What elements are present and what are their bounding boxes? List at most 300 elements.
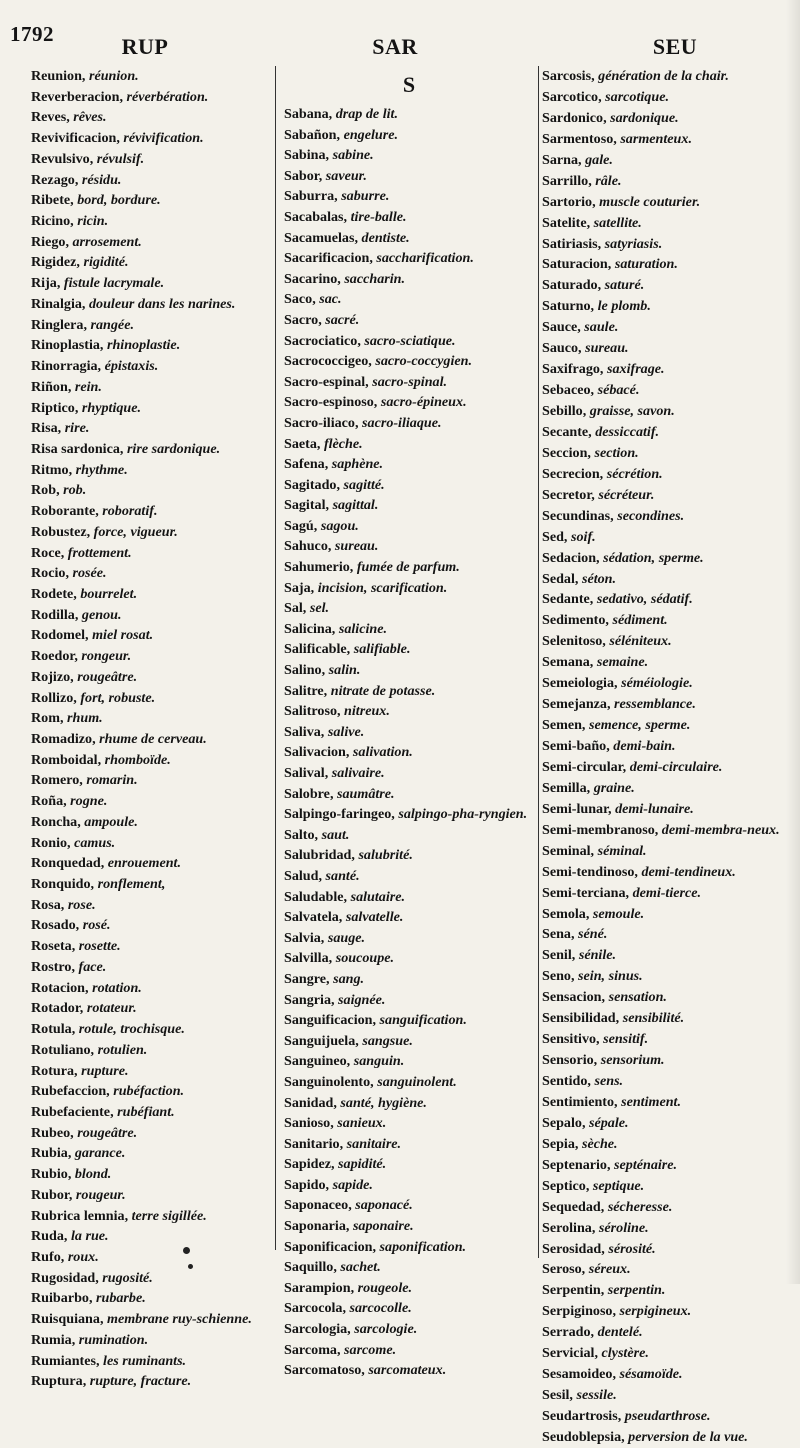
entry-term: Sal, (284, 600, 307, 617)
dictionary-entry (284, 639, 534, 660)
entry-translation: demi-tierce. (632, 884, 702, 901)
dictionary-entry (31, 563, 271, 584)
entry-term: Saludable, (284, 888, 348, 905)
dictionary-entry (284, 1360, 534, 1381)
dictionary-entry (31, 708, 271, 729)
dictionary-entry (542, 694, 792, 715)
entry-term: Sensibilidad, (542, 1010, 620, 1027)
dictionary-entry (542, 108, 792, 129)
entry-term: Salino, (284, 662, 326, 679)
entry-term: Roncha, (31, 813, 81, 830)
entry-term: Salicina, (284, 620, 336, 637)
dictionary-entry (542, 506, 792, 527)
entry-translation: saccharin. (344, 270, 406, 287)
entry-term: Salival, (284, 765, 329, 781)
entry-term: Saja, (284, 579, 315, 596)
entry-term: Salitroso, (284, 703, 341, 720)
dictionary-entry (284, 887, 534, 908)
dictionary-entry (31, 1309, 271, 1330)
entry-translation: rumination. (78, 1331, 149, 1348)
entry-translation: sagou. (320, 517, 359, 534)
entry-translation: sardonique. (610, 109, 679, 126)
entry-term: Sensorio, (542, 1052, 598, 1069)
entry-translation: nitrate de potasse. (330, 682, 436, 699)
entry-term: Rubefaccion, (31, 1083, 110, 1100)
dictionary-entry (542, 610, 792, 631)
entry-term: Seudartrosis, (542, 1408, 622, 1425)
entry-term: Sacamuelas, (284, 229, 358, 246)
dictionary-entry (31, 252, 271, 273)
dictionary-entry (542, 485, 792, 506)
dictionary-entry (284, 516, 534, 537)
entry-term: Servicial, (542, 1345, 598, 1362)
entry-translation: force, vigueur. (93, 523, 178, 540)
entry-term: Sacro-espinoso, (284, 394, 378, 411)
entry-translation: salicine. (338, 620, 387, 637)
entry-term: Seccion, (542, 444, 591, 461)
dictionary-entry (284, 351, 534, 372)
entry-translation: sensitif. (603, 1031, 649, 1048)
entry-term: Semen, (542, 717, 586, 734)
entry-term: Salvilla, (284, 950, 333, 967)
entry-term: Rodete, (31, 585, 77, 602)
entry-term: Serosidad, (542, 1240, 605, 1257)
entry-term: Seno, (542, 968, 575, 985)
entry-term: Salvia, (284, 929, 325, 946)
entry-translation: sac. (319, 291, 342, 308)
dictionary-entry (31, 978, 271, 999)
entry-translation: rongeur. (81, 648, 132, 665)
entry-term: Reunion, (31, 68, 86, 84)
entry-term: Revulsivo, (31, 150, 94, 167)
entry-translation: rhyptique. (81, 399, 142, 416)
entry-translation: sanitaire. (346, 1135, 402, 1152)
entry-translation: rotule, trochisque. (78, 1021, 185, 1038)
entry-term: Sabor, (284, 167, 323, 184)
dictionary-entry (542, 1385, 792, 1406)
dictionary-entry (542, 1406, 792, 1427)
entry-translation: bord, bordure. (77, 192, 161, 209)
entry-translation: frottement. (67, 544, 132, 561)
dictionary-entry (284, 372, 534, 393)
entry-term: Ricino, (31, 213, 74, 230)
entry-term: Sarcomatoso, (284, 1362, 365, 1379)
entry-term: Sepia, (542, 1135, 579, 1152)
entry-translation: séminal. (597, 842, 647, 859)
entry-term: Sequedad, (542, 1198, 605, 1215)
entry-term: Rinorragia, (31, 358, 102, 375)
dictionary-entry (31, 190, 271, 211)
entry-translation: rhinoplastie. (106, 337, 181, 354)
dictionary-entry (284, 248, 534, 269)
entry-term: Riñon, (31, 378, 72, 395)
entry-term: Rom, (31, 710, 64, 727)
entry-translation: saveur. (325, 167, 367, 184)
entry-translation: sépale. (589, 1114, 629, 1131)
entry-term: Sacro-iliaco, (284, 414, 359, 431)
entry-translation: sureau. (334, 538, 379, 555)
entry-translation: sauge. (327, 929, 366, 946)
dictionary-entry (31, 87, 271, 108)
entry-translation: saturation. (614, 256, 678, 273)
entry-term: Salud, (284, 867, 323, 884)
dictionary-entry (284, 784, 534, 805)
section-letter: S (402, 72, 416, 97)
entry-term: Rocio, (31, 565, 69, 582)
entry-term: Sesil, (542, 1387, 573, 1404)
entry-translation: santé. (325, 867, 360, 884)
entry-term: Sacro, (284, 311, 322, 328)
entry-term: Riptico, (31, 399, 79, 416)
entry-term: Sacrococcigeo, (284, 353, 372, 370)
dictionary-entry (284, 1031, 534, 1052)
entry-term: Serpentin, (542, 1282, 605, 1299)
column-header-left: RUP (121, 34, 169, 59)
dictionary-entry (31, 480, 271, 501)
entry-translation: sèche. (581, 1135, 618, 1152)
entry-translation: bourrelet. (80, 585, 138, 602)
entry-translation: sagitté. (343, 476, 385, 493)
entry-term: Sarcologia, (284, 1321, 351, 1338)
entry-term: Sed, (542, 528, 568, 545)
column-header-middle: SAR (372, 34, 418, 59)
entry-translation: saccharification. (376, 250, 474, 267)
entry-translation: salvatelle. (345, 909, 404, 926)
dictionary-entry (31, 356, 271, 377)
entry-translation: sarcologie. (354, 1321, 418, 1338)
dictionary-entry (284, 928, 534, 949)
entry-term: Sauce, (542, 319, 581, 336)
entry-term: Sanguificacion, (284, 1012, 377, 1029)
entry-term: Saponificacion, (284, 1238, 377, 1255)
entry-term: Sahumerio, (284, 559, 354, 576)
dictionary-entry (284, 701, 534, 722)
dictionary-entry (542, 1239, 792, 1260)
dictionary-entry (542, 527, 792, 548)
entry-translation: graine. (593, 779, 635, 796)
entry-translation: séléniteux. (609, 633, 672, 650)
entry-translation: sapide. (332, 1176, 373, 1193)
entry-translation: sachet. (340, 1259, 381, 1276)
dictionary-entry (542, 673, 792, 694)
entry-translation: sagittal. (332, 497, 379, 514)
entry-term: Satelite, (542, 214, 591, 231)
dictionary-entry (542, 296, 792, 317)
entry-translation: salivation. (352, 744, 413, 761)
entry-term: Sanguineo, (284, 1053, 351, 1070)
entry-translation: réunion. (88, 68, 139, 84)
entry-term: Sanguijuela, (284, 1032, 359, 1049)
entry-term: Sardonico, (542, 109, 607, 126)
entry-translation: rigidité. (83, 254, 129, 271)
entry-term: Saturno, (542, 298, 595, 315)
entry-translation: rogne. (70, 793, 108, 810)
dictionary-entry (284, 1195, 534, 1216)
entry-translation: séné. (578, 926, 608, 943)
dictionary-entry (542, 883, 792, 904)
entry-translation: roux. (67, 1248, 99, 1265)
entry-term: Rotador, (31, 1000, 84, 1017)
entry-translation: rangée. (90, 316, 134, 333)
dictionary-entry (284, 804, 534, 825)
entry-translation: sarcocolle. (349, 1300, 412, 1317)
entry-term: Sanguinolento, (284, 1073, 374, 1090)
dictionary-entry (542, 589, 792, 610)
dictionary-entry (31, 501, 271, 522)
entry-term: Sahuco, (284, 538, 332, 555)
entry-term: Sangria, (284, 991, 335, 1008)
entry-translation: sentiment. (621, 1093, 681, 1110)
entry-term: Salitre, (284, 682, 328, 699)
dictionary-entry (31, 646, 271, 667)
entry-term: Semilla, (542, 779, 591, 796)
dictionary-entry (542, 66, 792, 87)
entry-term: Sabana, (284, 106, 333, 122)
dictionary-entry (284, 969, 534, 990)
entry-translation: salpingo-pha-ryngien. (398, 806, 528, 823)
dictionary-entry (31, 1351, 271, 1372)
entry-term: Semana, (542, 654, 594, 671)
entry-translation: rhythme. (75, 461, 128, 478)
entry-term: Secrecion, (542, 465, 604, 482)
entry-translation: les ruminants. (103, 1352, 187, 1369)
dictionary-entry (542, 359, 792, 380)
dictionary-entry (284, 1216, 534, 1237)
dictionary-entry (284, 186, 534, 207)
entry-term: Rosa, (31, 896, 65, 913)
entry-term: Sapidez, (284, 1156, 335, 1173)
dictionary-entry (284, 1319, 534, 1340)
entry-translation: douleur dans les narines. (88, 295, 236, 312)
entry-term: Sedal, (542, 570, 579, 587)
entry-term: Sarrillo, (542, 172, 592, 189)
entry-term: Salobre, (284, 785, 334, 802)
entry-term: Salpingo-faringeo, (284, 806, 395, 823)
entry-term: Revivificacion, (31, 130, 120, 147)
entry-translation: salubrité. (358, 847, 413, 864)
dictionary-entry (542, 1134, 792, 1155)
entry-translation: saule. (584, 319, 619, 336)
entry-translation: rubarbe. (96, 1290, 146, 1307)
entry-term: Secante, (542, 423, 592, 440)
entry-translation: sensation. (608, 989, 667, 1006)
entry-term: Satiriasis, (542, 235, 602, 252)
entry-translation: sedativo, sédatif. (596, 591, 693, 608)
entry-translation: arrosement. (72, 233, 142, 250)
entry-translation: face. (78, 958, 107, 975)
dictionary-entry (542, 1427, 792, 1448)
dictionary-entry (284, 289, 534, 310)
entry-term: Romadizo, (31, 731, 96, 747)
dictionary-entry (542, 1218, 792, 1239)
entry-term: Risa sardonica, (31, 440, 124, 457)
entry-translation: sécréteur. (598, 486, 655, 503)
entry-translation: sein, sinus. (578, 968, 643, 985)
entry-term: Rufo, (31, 1248, 65, 1265)
entry-translation: salive. (327, 723, 365, 740)
dictionary-entry (284, 1010, 534, 1031)
entry-term: Rumiantes, (31, 1352, 100, 1369)
dictionary-entry (542, 1364, 792, 1385)
entry-term: Ruptura, (31, 1373, 87, 1390)
dictionary-entry (284, 536, 534, 557)
entry-term: Ruisquiana, (31, 1311, 104, 1328)
dictionary-entry (31, 1288, 271, 1309)
dictionary-entry (284, 907, 534, 928)
entry-term: Rugosidad, (31, 1269, 99, 1286)
dictionary-entry (542, 841, 792, 862)
entry-translation: santé, hygiène. (340, 1094, 427, 1111)
dictionary-entry (542, 1155, 792, 1176)
dictionary-entry (284, 104, 534, 125)
dictionary-entry (542, 1029, 792, 1050)
page-edge-shadow (786, 0, 800, 1284)
column-header-right: SEU (652, 34, 698, 59)
dictionary-entry (31, 750, 271, 771)
entry-term: Roborante, (31, 503, 99, 520)
entry-term: Sacarino, (284, 270, 341, 287)
entry-term: Rubor, (31, 1186, 73, 1203)
entry-term: Rosado, (31, 917, 80, 934)
entry-translation: sapidité. (338, 1156, 387, 1173)
dictionary-entry (542, 234, 792, 255)
dictionary-entry (284, 1113, 534, 1134)
entry-translation: sacro-épineux. (380, 394, 467, 411)
dictionary-entry (542, 652, 792, 673)
dictionary-entry (542, 1322, 792, 1343)
dictionary-entry (31, 729, 271, 750)
entry-translation: rubéfaction. (113, 1083, 185, 1100)
entry-translation: râle. (595, 172, 622, 189)
entry-term: Semi-baño, (542, 738, 610, 754)
entry-translation: perversion de la vue. (628, 1428, 748, 1445)
entry-translation: dessiccatif. (595, 423, 660, 440)
entry-translation: camus. (74, 834, 116, 851)
entry-term: Saturado, (542, 277, 602, 294)
dictionary-entry (31, 398, 271, 419)
entry-translation: séméiologie. (621, 675, 693, 692)
entry-translation: rougeâtre. (77, 668, 138, 685)
dictionary-entry (542, 799, 792, 820)
dictionary-entry (31, 294, 271, 315)
entry-translation: rosé. (82, 917, 111, 934)
entry-term: Saliva, (284, 723, 325, 740)
entry-term: Rotura, (31, 1062, 78, 1079)
entry-translation: roboratif. (102, 503, 158, 520)
entry-translation: salifiable. (353, 641, 411, 658)
dictionary-entry (542, 904, 792, 925)
entry-term: Sacrociatico, (284, 332, 361, 349)
dictionary-entry (31, 1143, 271, 1164)
dictionary-entry (31, 543, 271, 564)
entry-term: Saquillo, (284, 1259, 337, 1276)
entry-term: Salvatela, (284, 909, 343, 926)
entry-term: Rob, (31, 482, 60, 499)
entry-translation: rhume de cerveau. (99, 731, 207, 747)
entry-translation: séton. (581, 570, 617, 587)
entry-term: Sesamoideo, (542, 1366, 616, 1383)
entry-translation: rob. (63, 482, 87, 499)
entry-translation: rein. (74, 378, 102, 395)
entry-translation: rire. (64, 420, 90, 437)
entry-translation: tire-balle. (350, 208, 407, 225)
entry-translation: graisse, savon. (589, 403, 675, 419)
entry-translation: rupture. (81, 1062, 129, 1079)
entry-translation: demi-circulaire. (629, 758, 723, 775)
entry-term: Sarcoma, (284, 1341, 341, 1358)
entry-translation: ricin. (77, 213, 109, 230)
entry-term: Rinoplastia, (31, 337, 104, 354)
entry-translation: sel. (309, 600, 330, 617)
entry-translation: sens. (594, 1073, 624, 1090)
entry-translation: demi-membra-neux. (661, 821, 780, 838)
dictionary-entry (31, 1206, 271, 1227)
entry-translation: terre sigillée. (131, 1207, 207, 1224)
entry-term: Serolina, (542, 1219, 596, 1236)
entry-term: Rotacion, (31, 979, 89, 996)
entry-translation: secondines. (617, 507, 685, 524)
dictionary-entry (542, 1071, 792, 1092)
entry-term: Salto, (284, 826, 319, 843)
dictionary-entry (542, 254, 792, 275)
entry-translation: séreux. (588, 1261, 631, 1278)
entry-translation: muscle couturier. (599, 193, 701, 210)
dictionary-entry (542, 317, 792, 338)
entry-translation: rosée. (72, 565, 107, 582)
entry-term: Robustez, (31, 523, 91, 540)
entry-translation: sacro-spinal. (372, 373, 448, 390)
entry-term: Sentido, (542, 1073, 591, 1090)
dictionary-entry (31, 584, 271, 605)
dictionary-entry (284, 948, 534, 969)
dictionary-entry (31, 936, 271, 957)
dictionary-entry (31, 1081, 271, 1102)
entry-term: Sanidad, (284, 1094, 337, 1111)
entry-translation: sessile. (576, 1387, 617, 1404)
dictionary-entry (31, 1019, 271, 1040)
entry-translation: dentiste. (361, 229, 410, 246)
entry-term: Ronquedad, (31, 855, 105, 872)
entry-term: Rija, (31, 275, 61, 292)
entry-term: Sangre, (284, 970, 330, 987)
dictionary-entry (284, 578, 534, 599)
entry-term: Serpiginoso, (542, 1303, 617, 1320)
entry-term: Saburra, (284, 188, 338, 205)
dictionary-entry (542, 820, 792, 841)
dictionary-entry (284, 1051, 534, 1072)
dictionary-column-right (542, 66, 792, 1448)
entry-translation: septique. (592, 1177, 645, 1194)
dictionary-entry (542, 87, 792, 108)
dictionary-entry (542, 1343, 792, 1364)
entry-term: Sagitado, (284, 476, 340, 493)
dictionary-entry (542, 945, 792, 966)
entry-term: Sanitario, (284, 1135, 344, 1152)
dictionary-entry (284, 1257, 534, 1278)
entry-term: Sanioso, (284, 1115, 334, 1132)
dictionary-entry (284, 475, 534, 496)
entry-term: Sartorio, (542, 193, 596, 210)
entry-translation: sanguin. (353, 1053, 405, 1070)
dictionary-entry (284, 1093, 534, 1114)
entry-translation: sacro-coccygien. (375, 353, 472, 370)
entry-term: Sedimento, (542, 612, 609, 629)
entry-term: Sedacion, (542, 549, 600, 566)
entry-translation: sédation, sperme. (603, 549, 704, 566)
entry-translation: soif. (571, 528, 596, 545)
entry-translation: saignée. (338, 991, 386, 1008)
entry-translation: semoule. (592, 905, 645, 922)
